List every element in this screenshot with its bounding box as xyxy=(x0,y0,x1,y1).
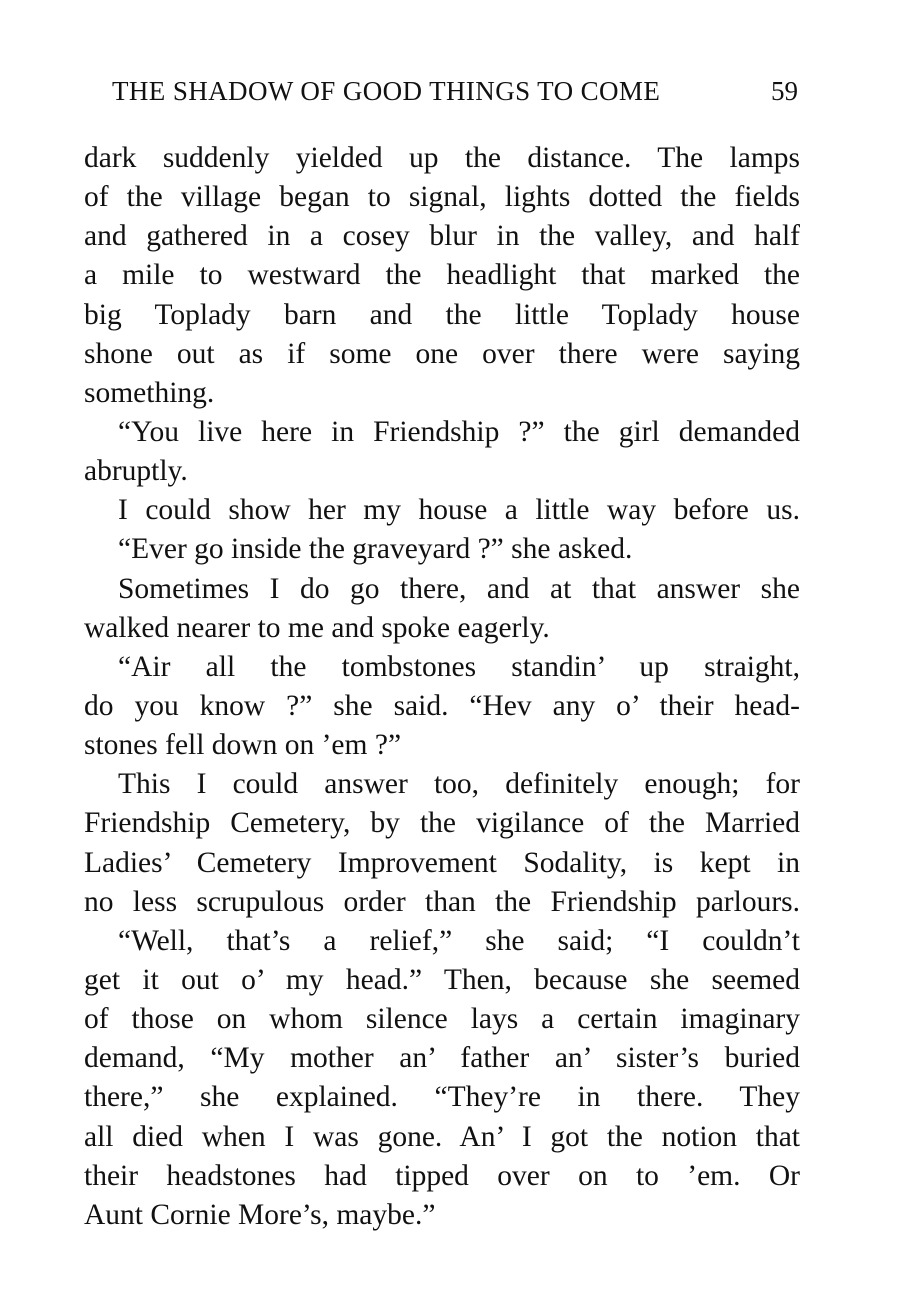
text-line: and gathered in a cosey blur in the valley, and half xyxy=(84,220,800,253)
running-title: THE SHADOW OF GOOD THINGS TO COME xyxy=(112,76,661,106)
text-line: something. xyxy=(84,376,215,409)
text-line: their headstones had tipped over on to ’em. Or xyxy=(84,1159,800,1192)
text-line: stones fell down on ’em ?” xyxy=(84,729,402,762)
text-line: a mile to westward the headlight that marked the xyxy=(84,259,800,292)
text-line: walked nearer to me and spoke eagerly. xyxy=(84,611,550,644)
text-line: no less scrupulous order than the Friendship parlours. xyxy=(84,885,800,918)
text-line: of the village began to signal, lights dotted the fields xyxy=(84,181,800,214)
text-line: “Air all the tombstones standin’ up straight, xyxy=(118,650,800,683)
text-line: there,” she explained. “They’re in there. They xyxy=(84,1081,800,1114)
running-header xyxy=(112,76,798,112)
text-line: shone out as if some one over there were saying xyxy=(84,337,800,370)
body-text xyxy=(84,139,800,1235)
text-line: “You live here in Friendship ?” the girl demanded xyxy=(118,415,800,448)
text-line: I could show her my house a little way before us. xyxy=(118,494,800,527)
text-line: of those on whom silence lays a certain imaginary xyxy=(84,1003,800,1036)
text-line: This I could answer too, definitely enough; for xyxy=(118,768,800,801)
text-line: all died when I was gone. An’ I got the notion that xyxy=(84,1120,800,1153)
text-line: “Well, that’s a relief,” she said; “I couldn’t xyxy=(118,924,800,957)
text-line: do you know ?” she said. “Hev any o’ their head- xyxy=(84,689,800,722)
text-line: abruptly. xyxy=(84,455,188,488)
text-line: “Ever go inside the graveyard ?” she asked. xyxy=(118,533,633,566)
text-line: demand, “My mother an’ father an’ sister’s buried xyxy=(84,1042,800,1075)
text-line: get it out o’ my head.” Then, because she seemed xyxy=(84,963,800,996)
text-line: Aunt Cornie More’s, maybe.” xyxy=(84,1198,436,1231)
text-line: big Toplady barn and the little Toplady house xyxy=(84,298,800,331)
text-line: Ladies’ Cemetery Improvement Sodality, is kept in xyxy=(84,846,800,879)
page-number: 59 xyxy=(771,76,798,106)
text-line: Sometimes I do go there, and at that answer she xyxy=(118,572,800,605)
text-line: Friendship Cemetery, by the vigilance of the Married xyxy=(84,807,800,840)
text-line: dark suddenly yielded up the distance. The lamps xyxy=(84,142,800,174)
